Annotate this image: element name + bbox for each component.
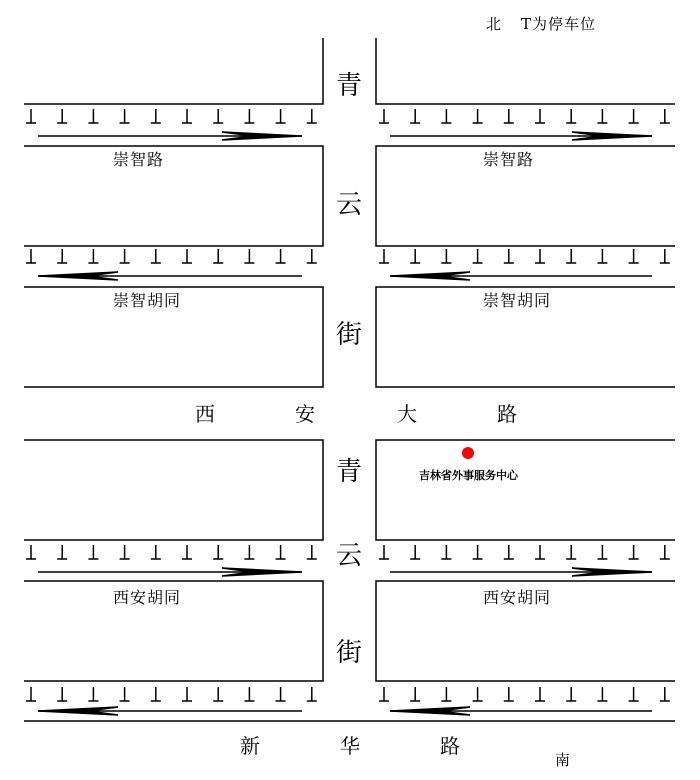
lane-label-left: 崇智路 <box>113 150 165 169</box>
main-street-char: 云 <box>336 190 363 220</box>
main-street-char: 街 <box>336 638 363 668</box>
lane-label-left: 西安胡同 <box>113 588 182 607</box>
poi-label: 吉林省外事服务中心 <box>419 469 518 482</box>
city-blocks <box>24 38 675 681</box>
block-edge <box>376 38 675 104</box>
traffic-arrow <box>38 707 302 715</box>
traffic-arrow <box>390 707 652 715</box>
xian-road-char: 大 <box>397 402 417 426</box>
block-edge <box>24 146 323 246</box>
xinhua-road-char: 华 <box>340 734 360 758</box>
main-street-char: 青 <box>336 457 363 487</box>
parking-legend: T为停车位 <box>521 15 597 33</box>
traffic-arrow <box>390 132 652 140</box>
traffic-arrow <box>390 568 652 576</box>
block-edge <box>24 38 323 104</box>
lane-label-left: 崇智胡同 <box>113 291 182 310</box>
lane-label-right: 崇智路 <box>483 150 535 169</box>
main-street-char: 街 <box>336 320 363 350</box>
block-edge <box>24 440 323 540</box>
xian-road-char: 西 <box>195 402 215 426</box>
traffic-arrow <box>390 272 652 280</box>
traffic-arrow <box>38 132 302 140</box>
main-street-char: 青 <box>336 71 363 101</box>
traffic-arrow <box>38 272 302 280</box>
xian-road-char: 路 <box>497 402 517 426</box>
block-edge <box>376 440 675 540</box>
south-indicator: 南 <box>555 751 572 769</box>
main-street-char: 云 <box>336 541 363 571</box>
xinhua-road-char: 路 <box>440 734 460 758</box>
lane-label-right: 西安胡同 <box>483 588 552 607</box>
poi-marker <box>462 447 474 459</box>
xinhua-road-char: 新 <box>240 734 260 758</box>
lane-label-right: 崇智胡同 <box>483 291 552 310</box>
traffic-arrow <box>38 568 302 576</box>
xian-road-char: 安 <box>295 402 315 426</box>
north-indicator: 北 <box>486 15 503 33</box>
